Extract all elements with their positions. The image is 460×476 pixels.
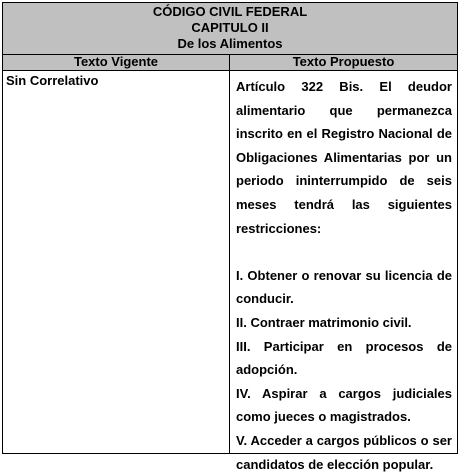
table-header <box>3 3 457 55</box>
current-text: Sin Correlativo <box>6 73 98 88</box>
article-line: meses tendrá las siguientes <box>236 193 452 217</box>
restriction-item: I. Obtener o renovar su licencia de <box>236 264 452 288</box>
restriction-item: conducir. <box>236 287 452 311</box>
restriction-item: II. Contraer matrimonio civil. <box>236 311 452 335</box>
restriction-item: IV. Aspirar a cargos judiciales <box>236 382 452 406</box>
column-headers <box>3 55 457 71</box>
article-line: restricciones: <box>236 217 452 241</box>
restriction-item: candidatos de elección popular. <box>236 453 452 476</box>
article-line: periodo ininterrumpido de seis <box>236 169 452 193</box>
table-row <box>3 71 457 453</box>
comparison-table <box>2 2 458 454</box>
chapter-subtitle: De los Alimentos <box>3 36 457 52</box>
article-line: inscrito en el Registro Nacional de <box>236 122 452 146</box>
chapter-title: CAPITULO II <box>3 20 457 36</box>
article-line: Obligaciones Alimentarias por un <box>236 146 452 170</box>
column-header-proposed-text: Texto Propuesto <box>230 55 457 70</box>
spacer <box>236 240 452 264</box>
current-text-cell <box>3 71 230 453</box>
restriction-item: V. Acceder a cargos públicos o ser <box>236 429 452 453</box>
article-line: alimentario que permanezca <box>236 99 452 123</box>
column-header-current-text: Texto Vigente <box>3 55 230 70</box>
article-line: Artículo 322 Bis. El deudor <box>236 75 452 99</box>
restriction-item: III. Participar en procesos de <box>236 335 452 359</box>
restriction-item: como jueces o magistrados. <box>236 405 452 429</box>
restriction-item: adopción. <box>236 358 452 382</box>
proposed-text-cell <box>230 71 457 453</box>
document-title: CÓDIGO CIVIL FEDERAL <box>3 4 457 20</box>
